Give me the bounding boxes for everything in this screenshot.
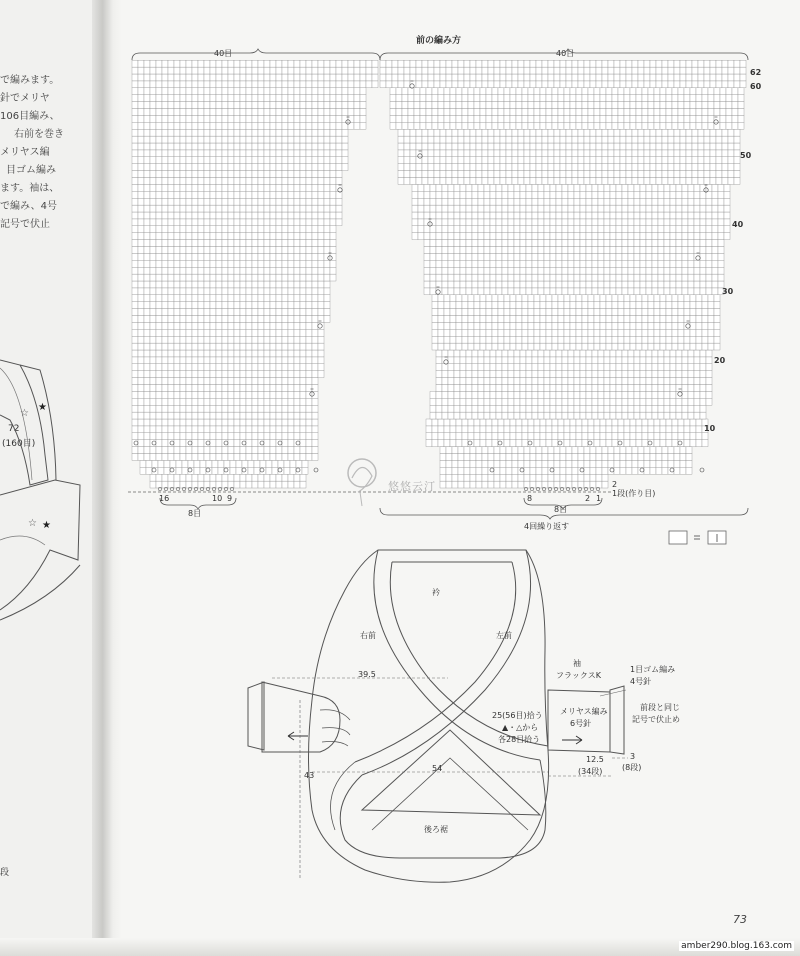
left-text-line: メリヤス編 [0, 147, 50, 158]
svg-text:☆: ☆ [20, 408, 29, 419]
left-front-grid [132, 60, 378, 488]
row-number-62: 62 [750, 68, 762, 77]
svg-text:☆: ☆ [28, 518, 37, 529]
bind-off-note-2: 記号で伏止め [632, 715, 680, 724]
dim-54: 54 [432, 764, 443, 773]
svg-text:★: ★ [42, 520, 51, 531]
left-text-line: で編みます。 [0, 75, 60, 86]
stockinette-label: メリヤス編み [560, 707, 608, 716]
sleeve-title: 袖 [573, 659, 581, 668]
dim-39-5: 39.5 [358, 670, 376, 679]
stitch-count-2: 2 [585, 494, 591, 503]
bind-off-note-1: 前段と同じ [640, 703, 680, 712]
right-front-grid [380, 60, 746, 488]
row-number-50: 50 [740, 151, 752, 160]
stitch-count-8: 8 [527, 494, 533, 503]
left-text-line: 目ゴム編み [6, 165, 56, 176]
left-repeat-span: 8目 [188, 509, 202, 518]
left-text-line: 記号で伏止 [0, 219, 50, 230]
left-front-label: 左前 [496, 631, 512, 640]
left-panel-count: 40目 [214, 49, 233, 58]
left-dim-72: 72 [8, 424, 20, 434]
row-number-40: 40 [732, 220, 744, 229]
row-number-60: 60 [750, 82, 762, 91]
stitch-count-1: 1 [596, 494, 602, 503]
dim-34-rows: (34段) [578, 767, 603, 776]
watermark-text: 悠悠云汀 [388, 480, 436, 493]
dim-12-5: 12.5 [586, 755, 604, 764]
rib-needle-label: 4号針 [630, 677, 652, 686]
row-number-20: 20 [714, 356, 726, 365]
stitch-count-16: 16 [159, 494, 170, 503]
left-text-line: 針でメリヤ [0, 93, 50, 104]
back-hem-label: 後ろ裾 [424, 825, 448, 834]
stockinette-needle: 6号針 [570, 719, 592, 728]
right-panel-count: 40目 [556, 49, 575, 58]
sleeve-yarn: フラックスK [556, 671, 602, 680]
collar-label: 衿 [432, 588, 440, 597]
stitch-count-10: 10 [212, 494, 223, 503]
left-dim-160: (160目) [2, 439, 36, 449]
left-text-line: 106目編み、 [0, 111, 60, 122]
left-text-line: で編み、4号 [0, 201, 57, 212]
garment-schematic [0, 540, 800, 900]
chart-title: 前の編み方 [416, 36, 462, 46]
right-repeat-span: 8目 [554, 505, 568, 514]
left-text-line: ます。袖は、 [0, 183, 60, 194]
rib-stitch-label: 1目ゴム編み [630, 665, 676, 674]
left-bottom-char: 段 [0, 868, 10, 878]
row-number-1-cast-on: 1段(作り目) [612, 489, 656, 498]
row-number-30: 30 [722, 287, 734, 296]
pickup-note-1: 25(56目)拾う [492, 711, 543, 720]
dim-8-rows: (8段) [622, 763, 642, 772]
pickup-note-3: 各28目拾う [498, 735, 541, 744]
left-text-line: 右前を巻き [14, 129, 64, 140]
row-number-2: 2 [612, 480, 618, 489]
footer-url: amber290.blog.163.com [681, 941, 792, 951]
pickup-note-2: ▲・△から [502, 723, 539, 732]
page-number: 73 [733, 913, 747, 926]
stitch-count-9: 9 [227, 494, 233, 503]
dim-3: 3 [630, 752, 636, 761]
repeat-note: 4回繰り返す [524, 522, 570, 531]
dim-43: 43 [304, 771, 315, 780]
right-front-label: 右前 [360, 631, 376, 640]
svg-text:★: ★ [38, 402, 47, 413]
row-number-10: 10 [704, 424, 716, 433]
